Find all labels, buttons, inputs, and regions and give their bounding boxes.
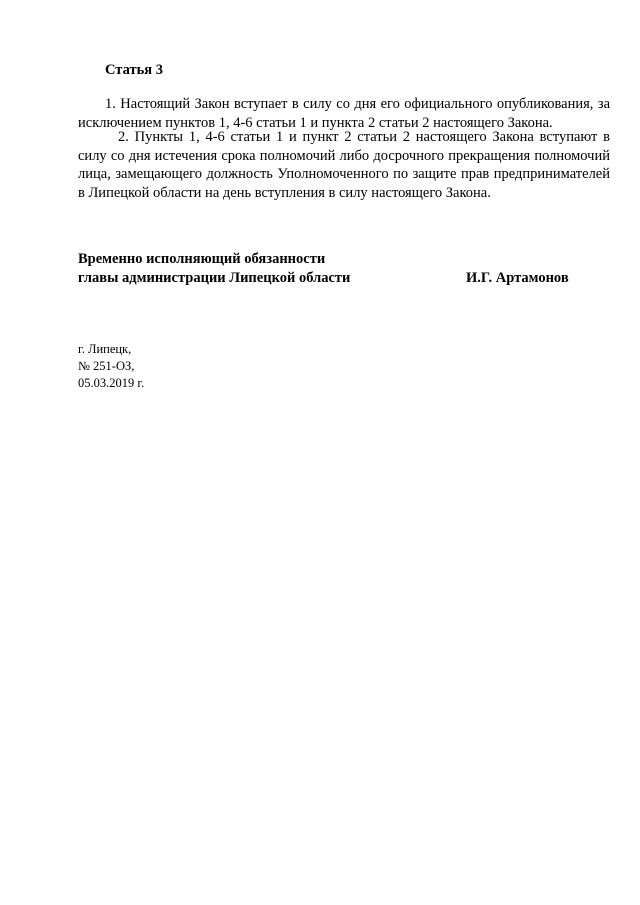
signature-position-line2: главы администрации Липецкой области: [78, 270, 351, 286]
document-footer: [78, 341, 144, 392]
signature-position: [78, 250, 350, 288]
footer-city: г. Липецк,: [78, 342, 132, 356]
signature-position-line1: Временно исполняющий обязанности: [78, 251, 326, 267]
footer-number: № 251-ОЗ,: [78, 359, 135, 373]
footer-date: 05.03.2019 г.: [78, 376, 145, 390]
article-title: Статья 3: [105, 62, 163, 78]
paragraph-1: 1. Настоящий Закон вступает в силу со дня его официального опубликования, за исключением пунктов 1, 4-6 статьи 1 и пункта 2 статьи 2 настоящего Закона.: [78, 96, 610, 131]
signature-name: И.Г. Артамонов: [466, 270, 569, 286]
paragraph-2: 2. Пункты 1, 4-6 статьи 1 и пункт 2 статьи 2 настоящего Закона вступают в силу со дня истечения срока полномочий либо досрочного прекращения полномочий лица, замещающего должность Уполномоченного по защите прав предпринимателей в Липецкой области на день вступления в силу настоящего Закона.: [78, 129, 610, 201]
